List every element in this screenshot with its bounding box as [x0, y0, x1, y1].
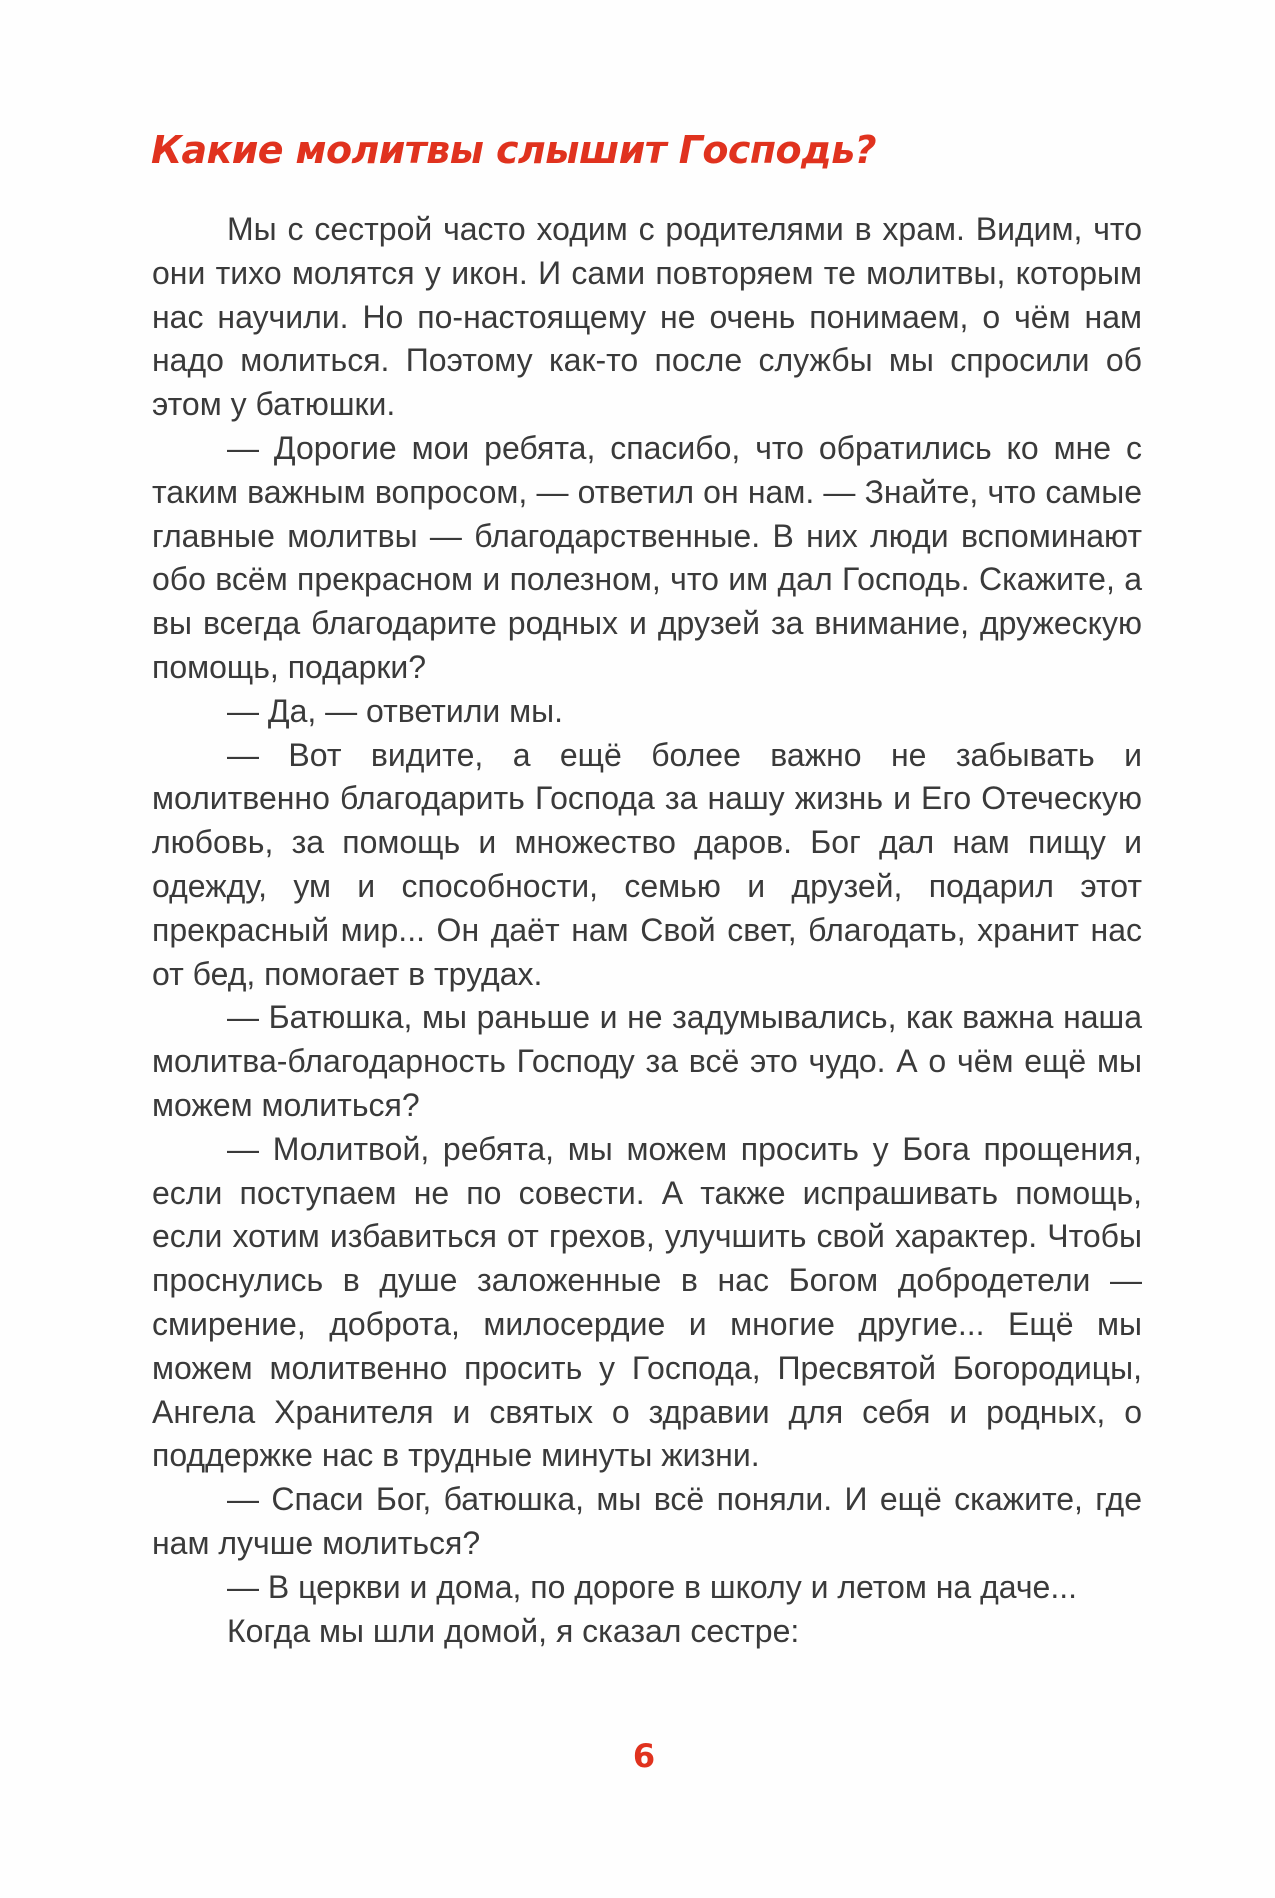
- paragraph: — Молитвой, ребята, мы можем просить у Бога прощения, если поступаем не по совести. А также испрашивать помощь, если хотим избавиться от грехов, улучшить свой характер. Чтобы проснулись в душе заложенные в нас Богом добродетели — смирение, доброта, милосердие и многие другие... Ещё мы можем молитвенно просить у Господа, Пресвятой Богородицы, Ангела Хранителя и святых о здравии для себя и родных, о поддержке нас в трудные минуты жизни.: [152, 1130, 1142, 1474]
- paragraph: — Спаси Бог, батюшка, мы всё поняли. И ещё скажите, где нам лучше молиться?: [152, 1481, 1142, 1561]
- page-title: Какие молитвы слышит Господь?: [151, 128, 876, 172]
- paragraph: Когда мы шли домой, я сказал сестре:: [227, 1612, 800, 1649]
- paragraph: — Да, — ответили мы.: [227, 692, 564, 729]
- paragraph: Мы с сестрой часто ходим с родителями в храм. Видим, что они тихо молятся у икон. И сами повторяем те молитвы, которым нас научили. Но по-настоящему не очень понимаем, о чём нам надо молиться. Поэтому как-то после службы мы спросили об этом у батюшки.: [152, 211, 1142, 423]
- paragraph: — Батюшка, мы раньше и не задумывались, как важна наша молитва-благодарность Господу за всё это чудо. А о чём ещё мы можем молиться?: [152, 999, 1142, 1123]
- paragraph: — Дорогие мои ребята, спасибо, что обратились ко мне с таким важным вопросом, — ответил он нам. — Знайте, что самые главные молитвы — благодарственные. В них люди вспоминают обо всём прекрасном и полезном, что им дал Господь. Скажите, а вы всегда благодарите родных и друзей за внимание, дружескую помощь, подарки?: [152, 429, 1142, 685]
- paragraph: — В церкви и дома, по дороге в школу и летом на даче...: [227, 1568, 1077, 1605]
- paragraph: — Вот видите, а ещё более важно не забывать и молитвенно благодарить Господа за нашу жизнь и Его Отеческую любовь, за помощь и множество даров. Бог дал нам пищу и одежду, ум и способности, семью и друзей, подарил этот прекрасный мир... Он даёт нам Свой свет, благодать, хранит нас от бед, помогает в трудах.: [152, 736, 1142, 992]
- body-text: [152, 208, 1142, 1653]
- page-number: 6: [632, 1737, 656, 1775]
